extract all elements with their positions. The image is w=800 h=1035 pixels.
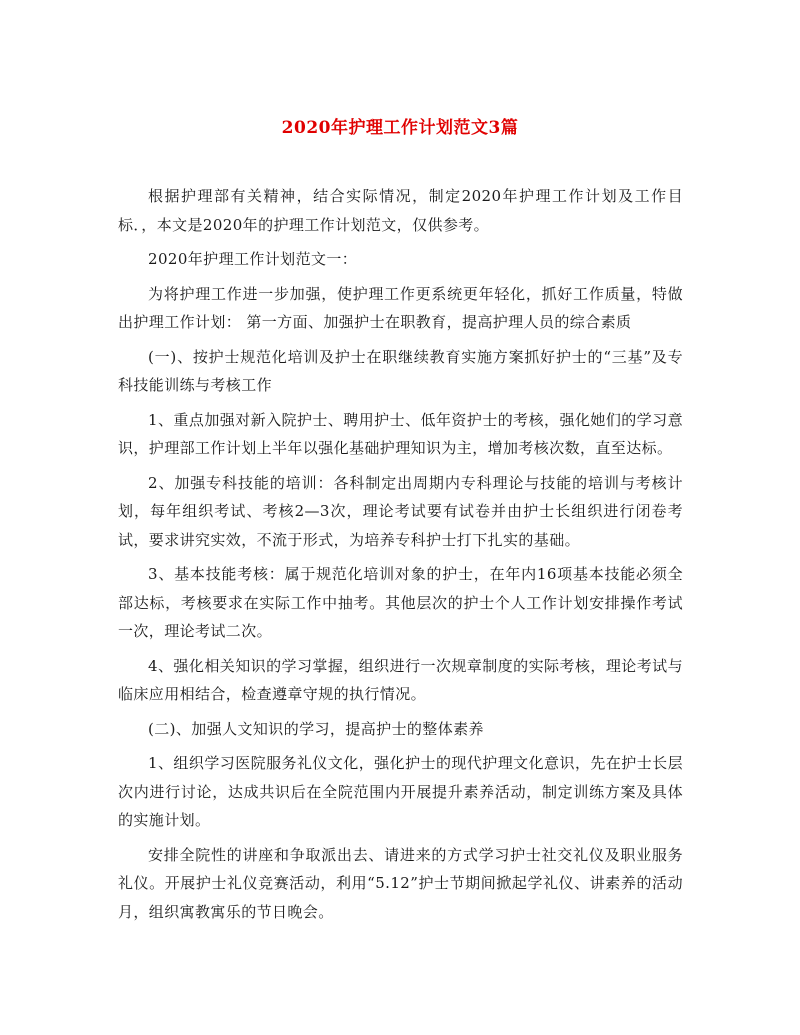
item-one-paragraph: 1、重点加强对新入院护士、聘用护士、低年资护士的考核，强化她们的学习意识，护理部工作计划上半年以强化基础护理知识为主，增加考核次数，直至达标。: [118, 410, 683, 457]
item-two-paragraph: 2、加强专科技能的培训：各科制定出周期内专科理论与技能的培训与考核计划，每年组织考试、考核2—3次，理论考试要有试卷并由护士长组织进行闭卷考试，要求讲究实效，不流于形式，为培养专科护士打下扎实的基础。: [118, 473, 683, 549]
document-title: 2020年护理工作计划范文3篇: [281, 118, 519, 138]
item-four-paragraph: 4、强化相关知识的学习掌握，组织进行一次规章制度的实际考核，理论考试与临床应用相结合，检查遵章守规的执行情况。: [118, 656, 683, 703]
document-body: [118, 182, 683, 932]
culture-item-paragraph: 1、组织学习医院服务礼仪文化，强化护士的现代护理文化意识，先在护士长层次内进行讨论，达成共识后在全院范围内开展提升素养活动，制定训练方案及具体的实施计划。: [118, 754, 683, 829]
intro-paragraph: 根据护理部有关精神，结合实际情况，制定2020年护理工作计划及工作目标．，本文是2020年的护理工作计划范文，仅供参考。: [118, 187, 683, 234]
subsection-one-paragraph: (一)、按护士规范化培训及护士在职继续教育实施方案抓好护士的“三基”及专科技能训练与考核工作: [118, 347, 683, 394]
etiquette-activity-paragraph: 安排全院性的讲座和争取派出去、请进来的方式学习护士社交礼仪及职业服务礼仪。开展护士礼仪竞赛活动，利用“5.12”护士节期间掀起学礼仪、讲素养的活动月，组织寓教寓乐的节日晚会。: [118, 845, 683, 921]
section-heading-paragraph: 2020年护理工作计划范文一：: [148, 250, 358, 268]
plan-overview-paragraph: 为将护理工作进一步加强，使护理工作更系统更年轻化，抓好工作质量，特做出护理工作计划： 第一方面、加强护士在职教育，提高护理人员的综合素质: [118, 284, 683, 331]
item-three-paragraph: 3、基本技能考核：属于规范化培训对象的护士，在年内16项基本技能必须全部达标，考核要求在实际工作中抽考。其他层次的护士个人工作计划安排操作考试一次，理论考试二次。: [118, 565, 683, 640]
subsection-two-paragraph: (二)、加强人文知识的学习，提高护士的整体素养: [148, 719, 484, 738]
